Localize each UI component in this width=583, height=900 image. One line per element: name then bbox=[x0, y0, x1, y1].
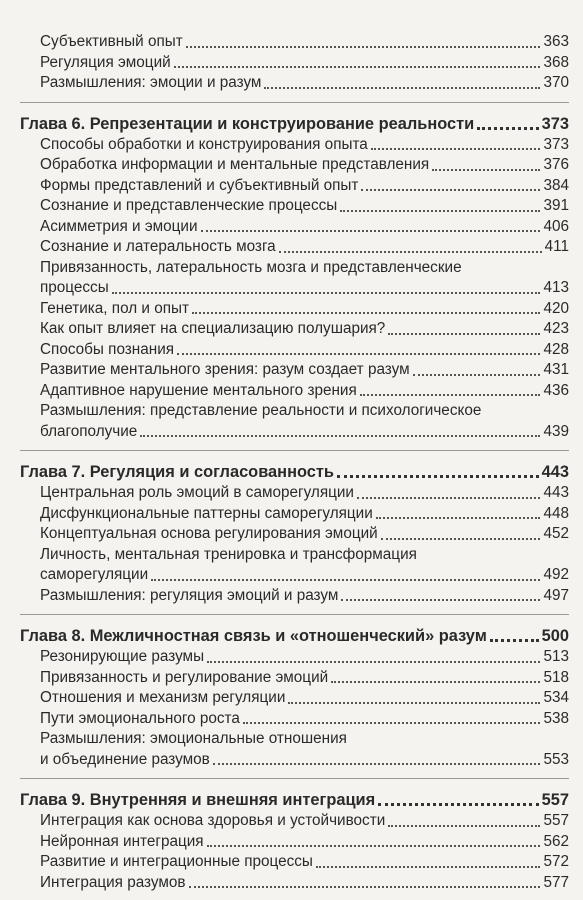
entry-title: Формы представлений и субъективный опыт bbox=[40, 176, 359, 194]
entry-page-number: 562 bbox=[543, 832, 569, 850]
entry-page-number: 428 bbox=[543, 340, 569, 358]
toc-section bbox=[20, 614, 569, 770]
leader-dots bbox=[432, 169, 540, 171]
entry-title: Привязанность и регулирование эмоций bbox=[40, 668, 329, 686]
entry-page-number: 420 bbox=[543, 299, 569, 317]
entry-page-number: 513 bbox=[543, 648, 569, 665]
leader-dots bbox=[376, 517, 541, 519]
entry-title-line: Размышления: эмоциональные отношения bbox=[40, 730, 347, 747]
toc-entry[interactable] bbox=[20, 668, 569, 689]
leader-dots bbox=[371, 148, 541, 150]
entry-page-number: 448 bbox=[543, 504, 569, 522]
toc-entry[interactable] bbox=[20, 832, 569, 853]
leader-dots bbox=[360, 394, 541, 396]
entry-page-number: 436 bbox=[543, 381, 569, 399]
entry-title: Обработка информации и ментальные представления bbox=[40, 156, 430, 173]
entry-title: Способы познания bbox=[40, 340, 175, 358]
entry-page-number: 443 bbox=[543, 484, 569, 501]
toc-entry[interactable] bbox=[20, 196, 569, 217]
entry-title: Регуляция эмоций bbox=[40, 53, 171, 71]
entry-title: Развитие ментального зрения: разум создает разум bbox=[40, 361, 410, 378]
leader-dots bbox=[361, 189, 540, 191]
toc-entry[interactable] bbox=[20, 340, 569, 361]
leader-dots bbox=[243, 722, 541, 724]
leader-dots bbox=[381, 538, 541, 540]
entry-title: Пути эмоционального роста bbox=[40, 709, 240, 727]
entry-title: Адаптивное нарушение ментального зрения bbox=[40, 381, 357, 399]
entry-page-number: 557 bbox=[543, 812, 569, 829]
leader-dots bbox=[316, 866, 541, 868]
entry-title: Нейронная интеграция bbox=[40, 832, 204, 850]
entry-title: Интеграция разумов bbox=[40, 873, 186, 891]
chapter-title: Глава 6. Репрезентации и конструирование реальности bbox=[20, 114, 475, 133]
chapter-heading[interactable] bbox=[20, 461, 569, 483]
chapter-title: Глава 9. Внутренняя и внешняя интеграция bbox=[20, 791, 376, 809]
entry-page-number: 423 bbox=[543, 320, 569, 337]
chapter-heading[interactable] bbox=[20, 789, 569, 811]
toc-entry[interactable] bbox=[20, 729, 569, 770]
entry-title: Размышления: регуляция эмоций и разум bbox=[40, 586, 339, 604]
entry-page-number: 577 bbox=[543, 873, 569, 891]
toc-entry[interactable] bbox=[20, 504, 569, 525]
toc-entry[interactable] bbox=[20, 360, 569, 381]
entry-title: Резонирующие разумы bbox=[40, 648, 205, 665]
toc-entry[interactable] bbox=[20, 688, 569, 709]
leader-dots bbox=[264, 87, 540, 89]
entry-title: Генетика, пол и опыт bbox=[40, 299, 190, 317]
toc-entry[interactable] bbox=[20, 237, 569, 258]
entry-page-number: 431 bbox=[543, 361, 569, 378]
entry-title: Асимметрия и эмоции bbox=[40, 217, 198, 235]
entry-page-number: 518 bbox=[543, 668, 569, 686]
leader-dots bbox=[112, 292, 541, 294]
entry-page-number: 376 bbox=[543, 156, 569, 173]
entry-title: Концептуальная основа регулирования эмоций bbox=[40, 525, 378, 542]
leader-dots bbox=[177, 353, 540, 355]
chapter-page-number: 500 bbox=[541, 627, 569, 645]
leader-dots bbox=[207, 661, 540, 663]
toc-entry[interactable] bbox=[20, 524, 569, 545]
leader-dots bbox=[477, 127, 538, 130]
entry-title: Как опыт влияет на специализацию полушария? bbox=[40, 320, 386, 337]
entry-page-number: 373 bbox=[543, 135, 569, 153]
toc-section bbox=[20, 32, 569, 94]
chapter-title: Глава 7. Регуляция и согласованность bbox=[20, 463, 334, 481]
toc-entry[interactable] bbox=[20, 258, 569, 299]
leader-dots bbox=[337, 475, 539, 478]
toc-entry[interactable] bbox=[20, 381, 569, 402]
toc-entry[interactable] bbox=[20, 73, 569, 94]
entry-title: Интеграция как основа здоровья и устойчивости bbox=[40, 812, 386, 829]
leader-dots bbox=[151, 579, 540, 581]
toc-section bbox=[20, 450, 569, 606]
leader-dots bbox=[201, 230, 541, 232]
entry-title: Развитие и интеграционные процессы bbox=[40, 853, 313, 870]
chapter-heading[interactable] bbox=[20, 625, 569, 647]
entry-title: и объединение разумов bbox=[40, 750, 210, 768]
entry-title: Центральная роль эмоций в саморегуляции bbox=[40, 484, 354, 501]
toc-entry[interactable] bbox=[20, 709, 569, 730]
toc-entry[interactable] bbox=[20, 217, 569, 238]
entry-page-number: 492 bbox=[543, 566, 569, 583]
leader-dots bbox=[341, 599, 540, 601]
entry-page-number: 497 bbox=[543, 586, 569, 604]
leader-dots bbox=[140, 435, 540, 437]
leader-dots bbox=[357, 497, 541, 499]
entry-page-number: 553 bbox=[543, 750, 569, 768]
toc-section bbox=[20, 102, 569, 443]
entry-page-number: 363 bbox=[543, 33, 569, 50]
section-divider bbox=[20, 778, 569, 779]
toc-section bbox=[20, 778, 569, 893]
toc-entry[interactable] bbox=[20, 155, 569, 176]
entry-title: Сознание и представленческие процессы bbox=[40, 197, 338, 214]
leader-dots bbox=[388, 333, 540, 335]
entry-title: Размышления: эмоции и разум bbox=[40, 74, 262, 91]
entry-title-line: Личность, ментальная тренировка и трансформация bbox=[40, 545, 417, 563]
section-divider bbox=[20, 450, 569, 451]
leader-dots bbox=[413, 374, 541, 376]
chapter-page-number: 557 bbox=[541, 791, 569, 809]
leader-dots bbox=[388, 825, 540, 827]
toc-entry[interactable] bbox=[20, 647, 569, 668]
chapter-heading[interactable] bbox=[20, 113, 569, 135]
toc-entry[interactable] bbox=[20, 545, 569, 586]
entry-page-number: 384 bbox=[543, 176, 569, 194]
entry-page-number: 411 bbox=[544, 238, 569, 255]
entry-page-number: 439 bbox=[543, 422, 569, 440]
toc-entry[interactable] bbox=[20, 299, 569, 320]
entry-page-number: 391 bbox=[543, 197, 569, 214]
entry-page-number: 406 bbox=[543, 217, 569, 235]
toc-entry[interactable] bbox=[20, 176, 569, 197]
chapter-page-number: 443 bbox=[541, 463, 569, 481]
toc-entry[interactable] bbox=[20, 319, 569, 340]
entry-title-line: Привязанность, латеральность мозга и представленческие bbox=[40, 258, 462, 276]
chapter-page-number: 373 bbox=[541, 114, 569, 133]
entry-title: благополучие bbox=[40, 422, 138, 440]
leader-dots bbox=[174, 66, 541, 68]
entry-title: Способы обработки и конструирования опыта bbox=[40, 135, 368, 153]
toc-entry[interactable] bbox=[20, 53, 569, 74]
entry-page-number: 538 bbox=[543, 709, 569, 727]
leader-dots bbox=[340, 210, 540, 212]
entry-page-number: 572 bbox=[543, 853, 569, 870]
toc-entry[interactable] bbox=[20, 135, 569, 156]
entry-title: Дисфункциональные паттерны саморегуляции bbox=[40, 504, 373, 522]
entry-page-number: 370 bbox=[543, 74, 569, 91]
entry-page-number: 452 bbox=[543, 525, 569, 542]
leader-dots bbox=[288, 702, 540, 704]
entry-title: процессы bbox=[40, 279, 109, 296]
toc-entry[interactable] bbox=[20, 811, 569, 832]
leader-dots bbox=[279, 251, 542, 253]
section-divider bbox=[20, 614, 569, 615]
entry-title: Отношения и механизм регуляции bbox=[40, 689, 286, 706]
entry-page-number: 413 bbox=[543, 279, 569, 296]
leader-dots bbox=[490, 639, 539, 642]
toc-entry[interactable] bbox=[20, 586, 569, 607]
entry-page-number: 534 bbox=[543, 689, 569, 706]
leader-dots bbox=[378, 803, 538, 806]
leader-dots bbox=[186, 46, 541, 48]
leader-dots bbox=[331, 681, 540, 683]
toc-entry[interactable] bbox=[20, 852, 569, 873]
toc-entry[interactable] bbox=[20, 401, 569, 442]
toc-entry[interactable] bbox=[20, 483, 569, 504]
entry-title: Субъективный опыт bbox=[40, 33, 183, 50]
leader-dots bbox=[213, 763, 541, 765]
entry-title: саморегуляции bbox=[40, 566, 149, 583]
entry-page-number: 368 bbox=[543, 53, 569, 71]
entry-title: Сознание и латеральность мозга bbox=[40, 238, 276, 255]
section-divider bbox=[20, 102, 569, 103]
entry-title-line: Размышления: представление реальности и психологическое bbox=[40, 402, 482, 419]
leader-dots bbox=[189, 886, 541, 888]
leader-dots bbox=[207, 845, 541, 847]
leader-dots bbox=[192, 312, 540, 314]
toc-entry[interactable] bbox=[20, 32, 569, 53]
chapter-title: Глава 8. Межличностная связь и «отношенческий» разум bbox=[20, 627, 487, 645]
toc-entry[interactable] bbox=[20, 873, 569, 894]
